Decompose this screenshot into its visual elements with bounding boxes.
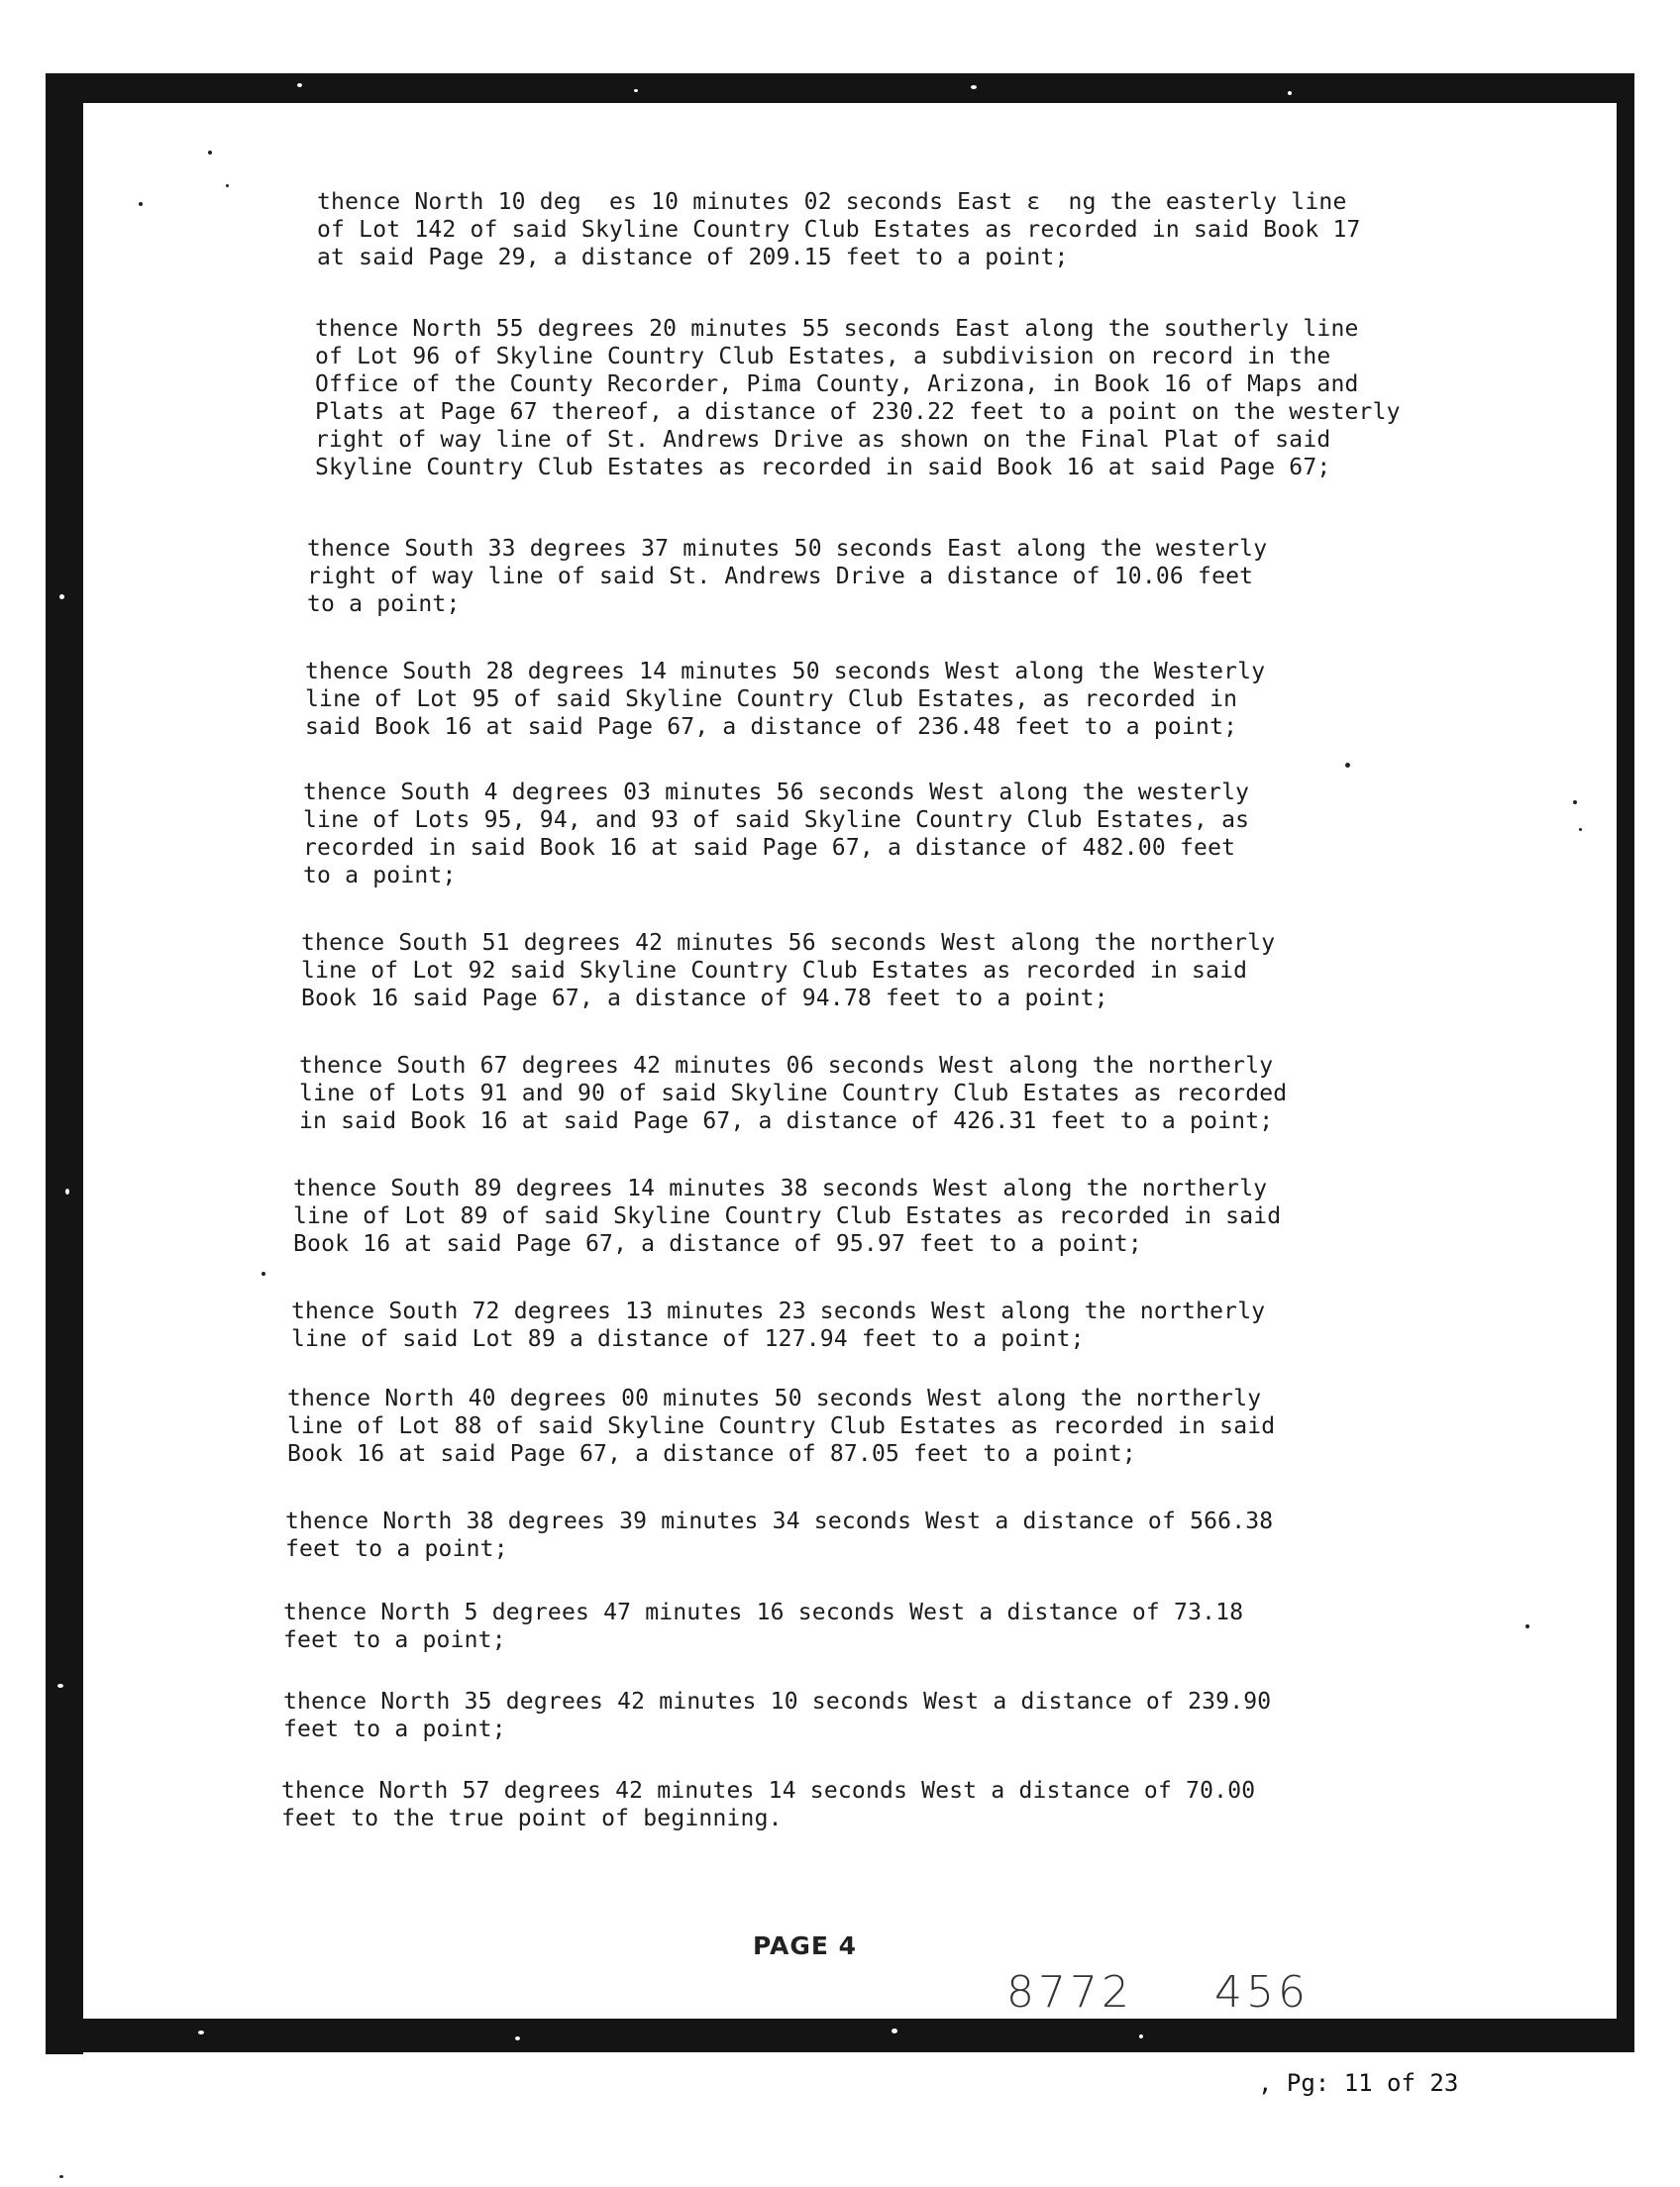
paragraph: thence North 40 degrees 00 minutes 50 seconds West along the northerly line of Lot 88 of said Skyline Country Club Estates as recorded in said Book 16 at said Page 67, a distance of 87.05 feet to a point; [287, 1386, 1276, 1467]
paragraph: thence North 35 degrees 42 minutes 10 seconds West a distance of 239.90 feet to a point; [283, 1689, 1272, 1742]
page-label: PAGE 4 [753, 1931, 858, 1960]
paragraph: thence South 89 degrees 14 minutes 38 seconds West along the northerly line of Lot 89 of said Skyline Country Club Estates as recorded in said Book 16 at said Page 67, a distance of 95.97 feet to a point; [293, 1176, 1282, 1257]
paragraph: thence North 55 degrees 20 minutes 55 seconds East along the southerly line of Lot 96 of Skyline Country Club Estates, a subdivision on record in the Office of the County Recorder, Pima County, Arizona, in Book 16 of Maps and Plats at Page 67 thereof, a distance of 230.22 feet to a point on the westerly right of way line of St. Andrews Drive as shown on the Final Plat of said Skyline Country Club Estates as recorded in said Book 16 at said Page 67; [315, 316, 1401, 480]
recording-book-number: 8772 [1006, 1967, 1133, 2018]
paragraph: thence South 67 degrees 42 minutes 06 seconds West along the northerly line of Lots 91 and 90 of said Skyline Country Club Estates as recorded in said Book 16 at said Page 67, a distance of 426.31 feet to a point; [299, 1053, 1288, 1134]
paragraph: thence North 38 degrees 39 minutes 34 seconds West a distance of 566.38 feet to a point; [285, 1509, 1274, 1562]
paragraph: thence South 51 degrees 42 minutes 56 seconds West along the northerly line of Lot 92 said Skyline Country Club Estates as recorded in said Book 16 said Page 67, a distance of 94.78 feet to a point; [301, 930, 1276, 1011]
recording-page-number: 456 [1214, 1967, 1310, 2018]
paragraph: thence South 28 degrees 14 minutes 50 seconds West along the Westerly line of Lot 95 of said Skyline Country Club Estates, as recorded in said Book 16 at said Page 67, a distance of 236.48 feet to a point; [305, 659, 1266, 740]
paragraph: thence South 4 degrees 03 minutes 56 seconds West along the westerly line of Lots 95, 94, and 93 of said Skyline Country Club Estates, as recorded in said Book 16 at said Page 67, a distance of 482.00 feet to a point; [303, 780, 1250, 888]
page-indicator: , Pg: 11 of 23 [1250, 2065, 1510, 2101]
paragraph: thence North 5 degrees 47 minutes 16 seconds West a distance of 73.18 feet to a point; [283, 1600, 1244, 1653]
paragraph: thence North 10 deg es 10 minutes 02 seconds East ɛ ng the easterly line of Lot 142 of said Skyline Country Club Estates as recorded in said Book 17 at said Page 29, a distance of 209.15 feet to a point; [317, 189, 1361, 270]
paragraph: thence North 57 degrees 42 minutes 14 seconds West a distance of 70.00 feet to the true point of beginning. [281, 1778, 1256, 1831]
paragraph: thence South 33 degrees 37 minutes 50 seconds East along the westerly right of way line of said St. Andrews Drive a distance of 10.06 feet to a point; [307, 536, 1268, 617]
paragraph: thence South 72 degrees 13 minutes 23 seconds West along the northerly line of said Lot 89 a distance of 127.94 feet to a point; [291, 1299, 1266, 1352]
